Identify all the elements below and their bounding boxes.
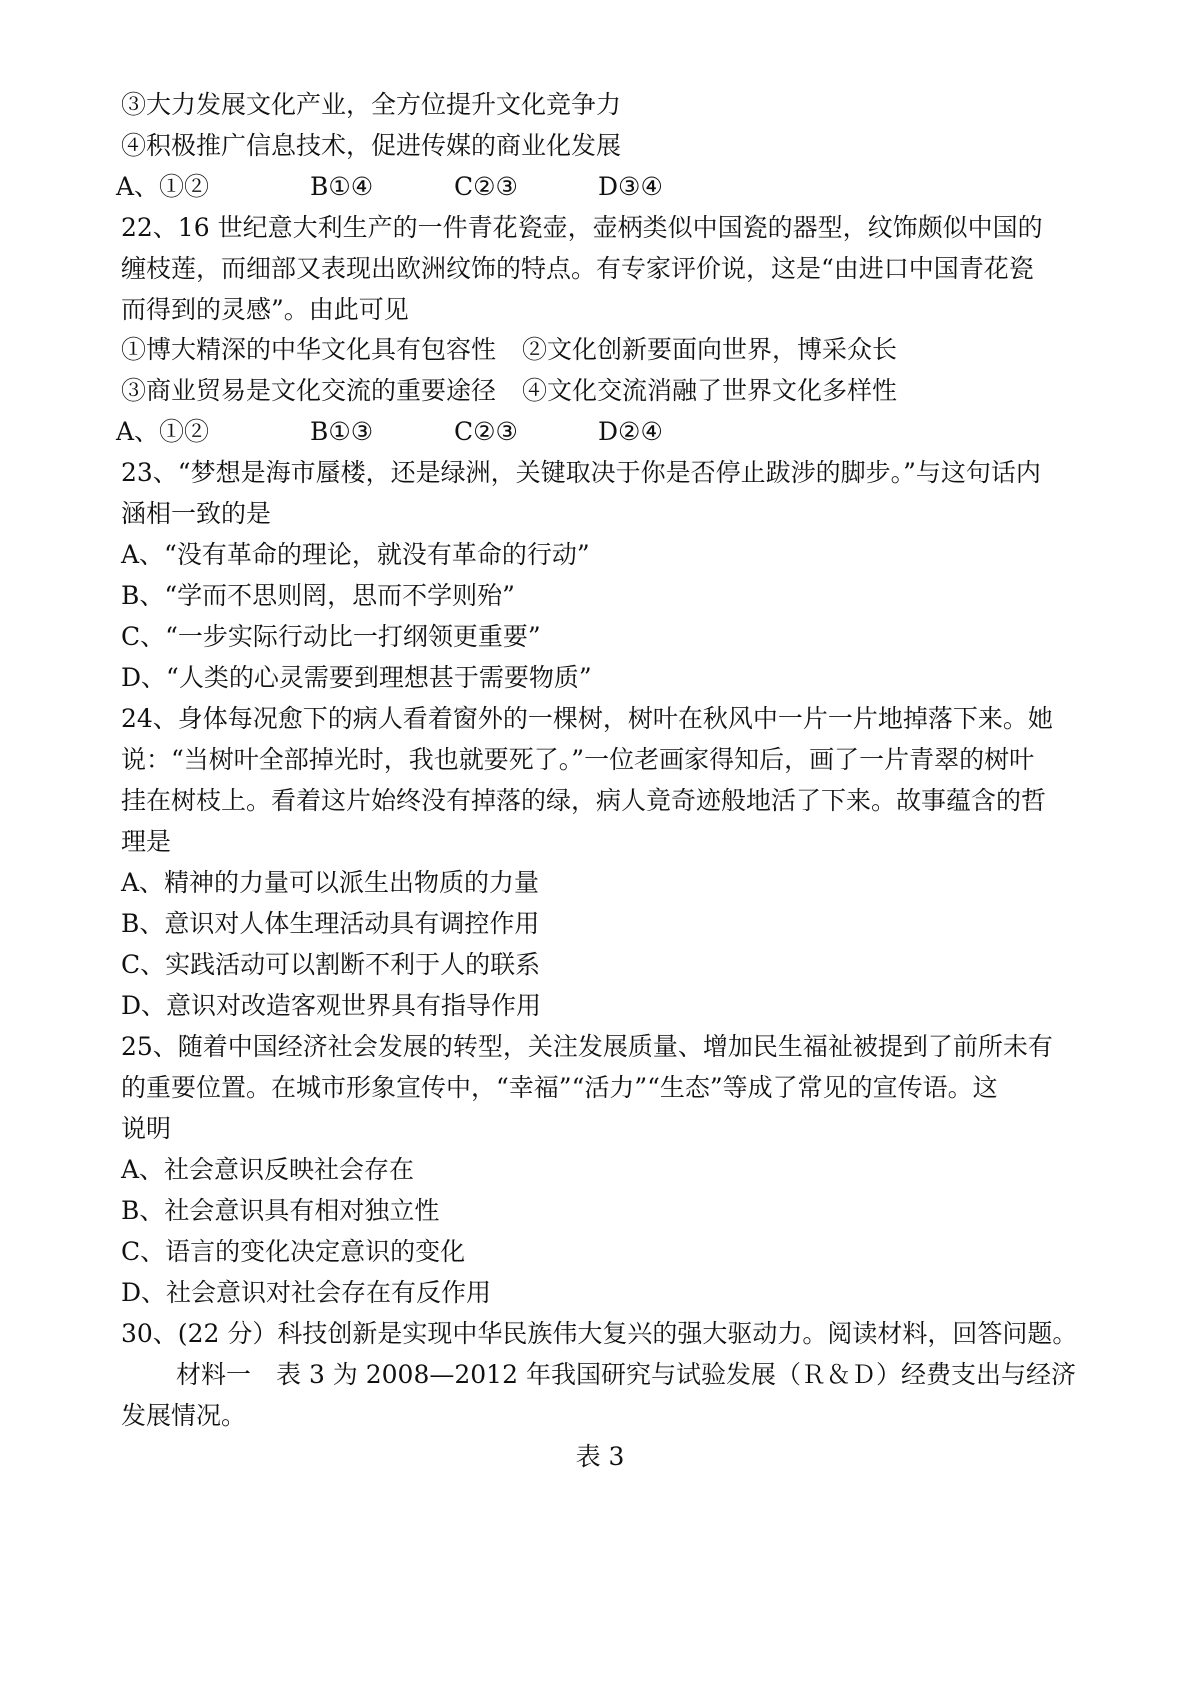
q24-stem-line-4: 理是 [121,827,172,856]
q25-option-d: D、社会意识对社会存在有反作用 [121,1278,492,1307]
q25-option-c: C、语言的变化决定意识的变化 [121,1237,466,1266]
q30-material1-line-2: 发展情况。 [121,1401,247,1430]
q25-option-a: A、社会意识反映社会存在 [121,1155,415,1184]
q24-stem-line-2: 说：“当树叶全部掉光时，我也就要死了。”一位老画家得知后，画了一片青翠的树叶 [121,745,1035,774]
q21-option-d: D③④ [598,172,663,201]
q30-material1-line-1: 材料一 表 3 为 2008—2012 年我国研究与试验发展（Ｒ＆Ｄ）经费支出与经济 [176,1360,1076,1389]
q22-stem-line-2: 缠枝莲，而细部又表现出欧洲纹饰的特点。有专家评价说，这是“由进口中国青花瓷 [121,254,1034,283]
q24-stem-line-1: 24、身体每况愈下的病人看着窗外的一棵树，树叶在秋风中一片一片地掉落下来。她 [121,704,1053,733]
q21-option-c: C②③ [454,172,518,201]
q24-option-c: C、实践活动可以割断不利于人的联系 [121,950,541,979]
q23-stem-line-2: 涵相一致的是 [121,499,272,528]
q23-option-b: B、“学而不思则罔，思而不学则殆” [121,581,515,610]
q22-statement-1: ①博大精深的中华文化具有包容性 [121,335,497,364]
q25-stem-line-1: 25、随着中国经济社会发展的转型，关注发展质量、增加民生福祉被提到了前所未有 [121,1032,1053,1061]
q22-statement-3: ③商业贸易是文化交流的重要途径 [121,376,497,405]
q23-option-a: A、“没有革命的理论，就没有革命的行动” [121,540,590,569]
q22-option-c: C②③ [454,417,518,446]
q23-stem-line-1: 23、“梦想是海市蜃楼，还是绿洲，关键取决于你是否停止跋涉的脚步。”与这句话内 [121,458,1041,487]
q25-option-b: B、社会意识具有相对独立性 [121,1196,440,1225]
q25-stem-line-3: 说明 [121,1114,172,1143]
q21-statement-4: ④积极推广信息技术，促进传媒的商业化发展 [121,131,622,160]
q22-stem-line-1: 22、16 世纪意大利生产的一件青花瓷壶，壶柄类似中国瓷的器型，纹饰颇似中国的 [121,213,1043,242]
q24-stem-line-3: 挂在树枝上。看着这片始终没有掉落的绿，病人竟奇迹般地活了下来。故事蕴含的哲 [121,786,1047,815]
q21-statement-3: ③大力发展文化产业，全方位提升文化竞争力 [121,90,622,119]
q21-option-a: A、①② [116,172,210,201]
q22-option-d: D②④ [598,417,663,446]
q23-option-d: D、“人类的心灵需要到理想甚于需要物质” [121,663,592,692]
q30-stem: 30、(22 分）科技创新是实现中华民族伟大复兴的强大驱动力。阅读材料，回答问题。 [121,1319,1078,1348]
q22-statement-2: ②文化创新要面向世界，博采众长 [522,335,898,364]
q22-option-b: B①③ [310,417,374,446]
q23-option-c: C、“一步实际行动比一打纲领更重要” [121,622,541,651]
q22-statement-4: ④文化交流消融了世界文化多样性 [522,376,898,405]
q21-option-b: B①④ [310,172,374,201]
table-caption: 表 3 [575,1442,625,1471]
q22-stem-line-3: 而得到的灵感”。由此可见 [121,295,409,324]
q25-stem-line-2: 的重要位置。在城市形象宣传中，“幸福”“活力”“生态”等成了常见的宣传语。这 [121,1073,998,1102]
q24-option-d: D、意识对改造客观世界具有指导作用 [121,991,542,1020]
q24-option-a: A、精神的力量可以派生出物质的力量 [121,868,540,897]
q22-option-a: A、①② [116,417,210,446]
q24-option-b: B、意识对人体生理活动具有调控作用 [121,909,540,938]
